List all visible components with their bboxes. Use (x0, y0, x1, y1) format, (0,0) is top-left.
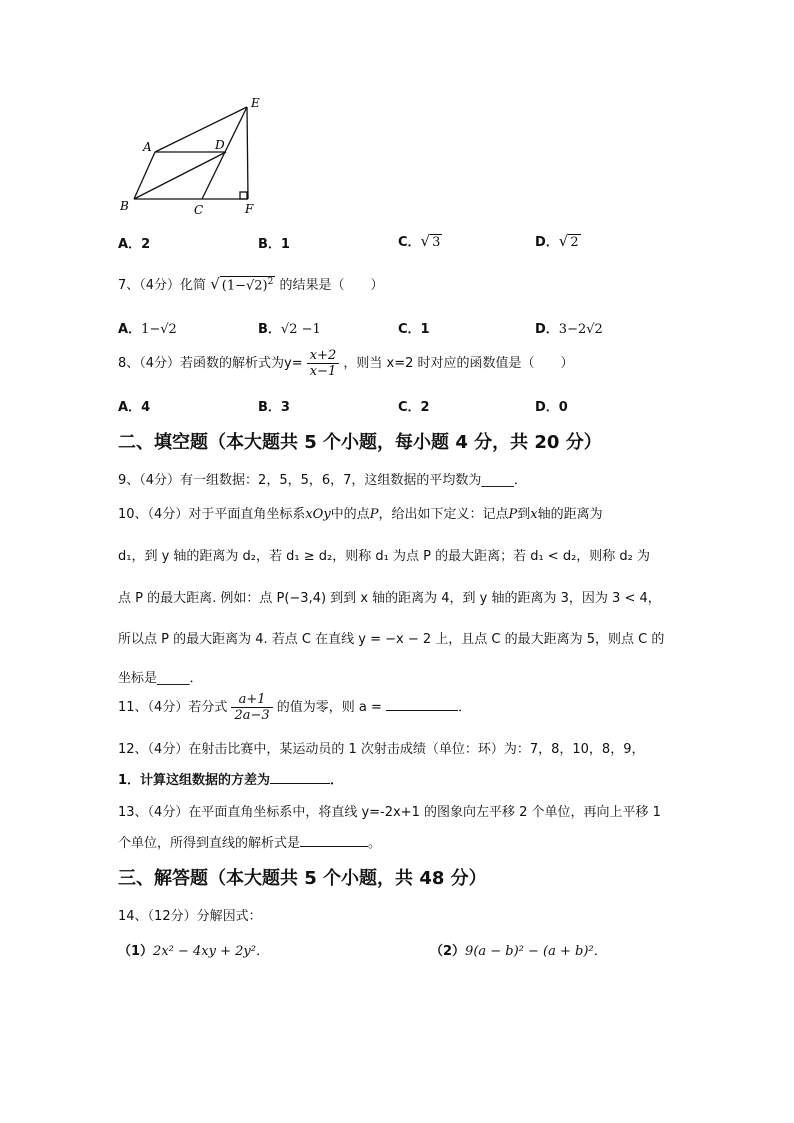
question-13-line-1: 13、（4分）在平面直角坐标系中，将直线 y=-2x+1 的图象向左平移 2 个单位，再向上平移 1 (118, 805, 661, 820)
question-14-part-2: （2）9(a − b)² − (a + b)²． (430, 944, 607, 959)
option-letter: A． (118, 237, 142, 252)
question-14-part-1: （1）2x² − 4xy + 2y²． (118, 944, 269, 959)
q8-option-c: C．2 (398, 400, 430, 415)
question-13-line-2: 个单位，所得到直线的解析式是 。 (118, 836, 382, 851)
option-value: 2 (570, 235, 579, 250)
option-value: 3 (432, 235, 441, 250)
label-F: F (245, 202, 254, 216)
q8-suffix: ，则当 x=2 时对应的函数值是（ ） (343, 356, 574, 371)
option-letter: D． (535, 235, 559, 250)
q8-prefix: 8、（4分）若函数的解析式为y= (118, 356, 303, 371)
option-value: 1 (280, 237, 290, 252)
q13-answer-blank[interactable] (300, 834, 368, 847)
q8-fraction: $\frac{x+2}{x-1}$ (307, 348, 340, 379)
q7-option-d: D．3−2√2 (535, 322, 603, 337)
q7-option-c: C．1 (398, 322, 430, 337)
question-12-line-2: 1．计算这组数据的方差为 ． (118, 773, 344, 788)
section-3-heading: 三、解答题（本大题共 5 个小题，共 48 分） (118, 868, 487, 889)
question-8 (118, 348, 574, 379)
q6-option-a (118, 233, 150, 252)
option-value: 2 (141, 237, 151, 252)
q7-suffix: 的结果是（ ） (279, 278, 384, 293)
question-10-line-5: 坐标是_____． (118, 671, 203, 686)
section-2-heading: 二、填空题（本大题共 5 个小题，每小题 4 分，共 20 分） (118, 432, 602, 453)
question-12-line-1: 12、（4分）在射击比赛中，某运动员的 1 次射击成绩（单位：环）为：7，8，10，8，9， (118, 742, 645, 757)
question-10-line-3: 点 P 的最大距离. 例如：点 P(−3,4) 到到 x 轴的距离为 4，到 y 轴的距离为 3，因为 3 < 4， (118, 591, 661, 606)
q8-option-a: A．4 (118, 400, 151, 415)
label-D: D (215, 138, 225, 152)
question-10-line-4: 所以点 P 的最大距离为 4. 若点 C 在直线 y = −x − 2 上，且点 C 的最大距离为 5，则点 C 的 (118, 632, 665, 647)
option-letter: C． (398, 235, 421, 250)
question-10-line-2: d₁，到 y 轴的距离为 d₂，若 d₁ ≥ d₂，则称 d₁ 为点 P 的最大距离；若 d₁ < d₂，则称 d₂ 为 (118, 549, 651, 564)
q8-option-b: B．3 (258, 400, 290, 415)
question-9: 9、（4分）有一组数据：2，5，5，6，7，这组数据的平均数为_____． (118, 473, 527, 488)
question-10-line-1: 10、（4分）对于平面直角坐标系xOy中的点P，给出如下定义：记点P到x轴的距离为 (118, 507, 603, 522)
q7-prefix: 7、（4分）化简 (118, 278, 207, 293)
question-7: 7、（4分）化简 √ $(1-√2)^2$ 的结果是（ ） (118, 275, 384, 293)
label-A: A (143, 140, 152, 154)
q11-fraction: $\frac{a+1}{2a-3}$ (231, 692, 272, 723)
label-B: B (120, 199, 129, 213)
q6-option-c: C．√ 3 (398, 232, 441, 250)
option-letter: B． (258, 237, 281, 252)
q8-option-d: D．0 (535, 400, 568, 415)
q6-option-b (258, 233, 290, 252)
q7-radicand: $(1-√2)^2$ (221, 276, 274, 293)
q12-answer-blank[interactable] (270, 771, 330, 784)
q7-option-a: A．1−√2 (118, 322, 177, 337)
question-11: 11、（4分）若分式 $\frac{a+1}{2a-3}$ 的值为零，则 a = ． (118, 692, 472, 723)
question-14-stem: 14、（12分）分解因式： (118, 909, 262, 924)
q11-answer-blank[interactable] (386, 698, 458, 711)
q6-option-d: D．√ 2 (535, 232, 579, 250)
label-E: E (251, 96, 260, 110)
q7-option-b: B．√2 −1 (258, 322, 321, 337)
geometry-figure (110, 95, 270, 220)
label-C: C (194, 203, 204, 217)
